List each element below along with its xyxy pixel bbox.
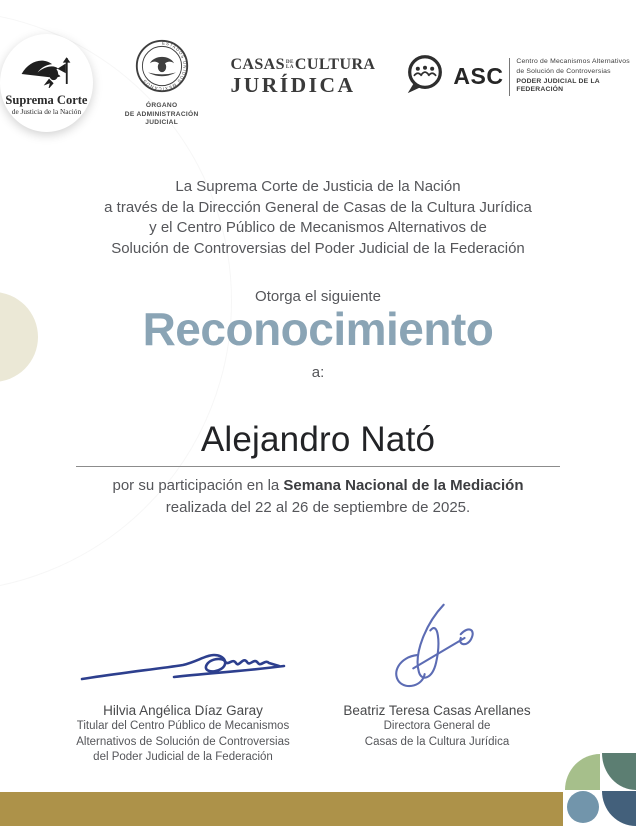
signer-title-left-line3: del Poder Judicial de la Federación: [93, 751, 273, 763]
signer-name-right: Beatriz Teresa Casas Arellanes: [343, 703, 531, 718]
signature-block-right: [322, 600, 552, 750]
recipient-underline: [76, 466, 560, 467]
certificate-title: Reconocimiento: [142, 303, 494, 355]
asc-logo: [403, 52, 636, 101]
oaj-label-line1: ÓRGANO: [145, 102, 178, 109]
participation-dates: realizada del 22 al 26 de septiembre de 2025.: [165, 498, 471, 516]
leaf-green-decoration: [565, 754, 600, 790]
asc-divider: [509, 58, 510, 96]
asc-acronym: ASC: [453, 63, 504, 89]
signer-title-right-line2: Casas de la Cultura Jurídica: [364, 735, 510, 748]
ccj-wordmark: [230, 56, 375, 96]
ccj-word-casas: CASAS: [230, 56, 285, 73]
otorga-text: Otorga el siguiente: [255, 288, 381, 305]
signature-block-left: [48, 600, 318, 766]
recipient-name: Alejandro Nató: [200, 420, 436, 459]
participation-prefix: por su participación en la: [112, 477, 284, 494]
signature-right-ink: [382, 600, 492, 695]
issuer-line-1: La Suprema Corte de Justicia de la Nación: [175, 178, 461, 195]
scjn-eagle-icon: [17, 54, 75, 93]
signer-name-left: Hilvia Angélica Díaz Garay: [103, 703, 263, 718]
signature-left-ink: [78, 600, 288, 695]
issuer-line-4: Solución de Controversias del Poder Judicial de la Federación: [111, 239, 525, 257]
oaj-label-line3: JUDICIAL: [145, 119, 179, 126]
signer-title-left-line1: Titular del Centro Público de Mecanismos: [76, 720, 290, 732]
event-name: Semana Nacional de la Mediación: [283, 477, 524, 494]
issuer-line-2: a través de la Dirección General de Casas de la Cultura Jurídica: [104, 198, 532, 216]
issuer-line-3: y el Centro Público de Mecanismos Alternativos de: [149, 219, 487, 236]
participation-text: [0, 475, 636, 518]
oaj-label-line2: DE ADMINISTRACIÓN: [124, 110, 199, 118]
scjn-logo-title: Suprema Corte: [5, 93, 88, 107]
ccj-word-cultura: CULTURA: [294, 56, 376, 73]
signer-title-right-line1: Directora General de: [383, 720, 491, 732]
asc-speech-bubble-icon: [403, 52, 447, 101]
oaj-logo: [121, 38, 203, 128]
ccj-word-la: LA: [285, 64, 294, 70]
logos-row: [0, 34, 636, 132]
gold-footer-bar: [0, 792, 563, 826]
issuer-paragraph: [0, 177, 636, 259]
oaj-seal-icon: [134, 38, 190, 99]
scjn-logo: [0, 34, 93, 132]
signer-title-left-line2: Alternativos de Solución de Controversias: [76, 735, 290, 748]
asc-label-line1: Centro de Mecanismos Alternativos: [516, 58, 630, 66]
leaf-slate-decoration: [602, 791, 636, 826]
oaj-seal-ring-text: ESTADOS UNIDOS MEXICANOS: [141, 40, 188, 92]
scjn-logo-subtitle: de Justicia de la Nación: [11, 107, 82, 116]
circle-blue-decoration: [567, 791, 599, 823]
ccj-word-de: DE: [285, 58, 294, 65]
ccj-word-juridica: JURÍDICA: [230, 73, 356, 97]
asc-label-line3: PODER JUDICIAL DE LA FEDERACIÓN: [516, 77, 600, 94]
asc-label-line2: de Solución de Controversias: [516, 67, 611, 75]
a-label: a:: [311, 364, 325, 381]
leaf-teal-decoration: [602, 753, 636, 790]
